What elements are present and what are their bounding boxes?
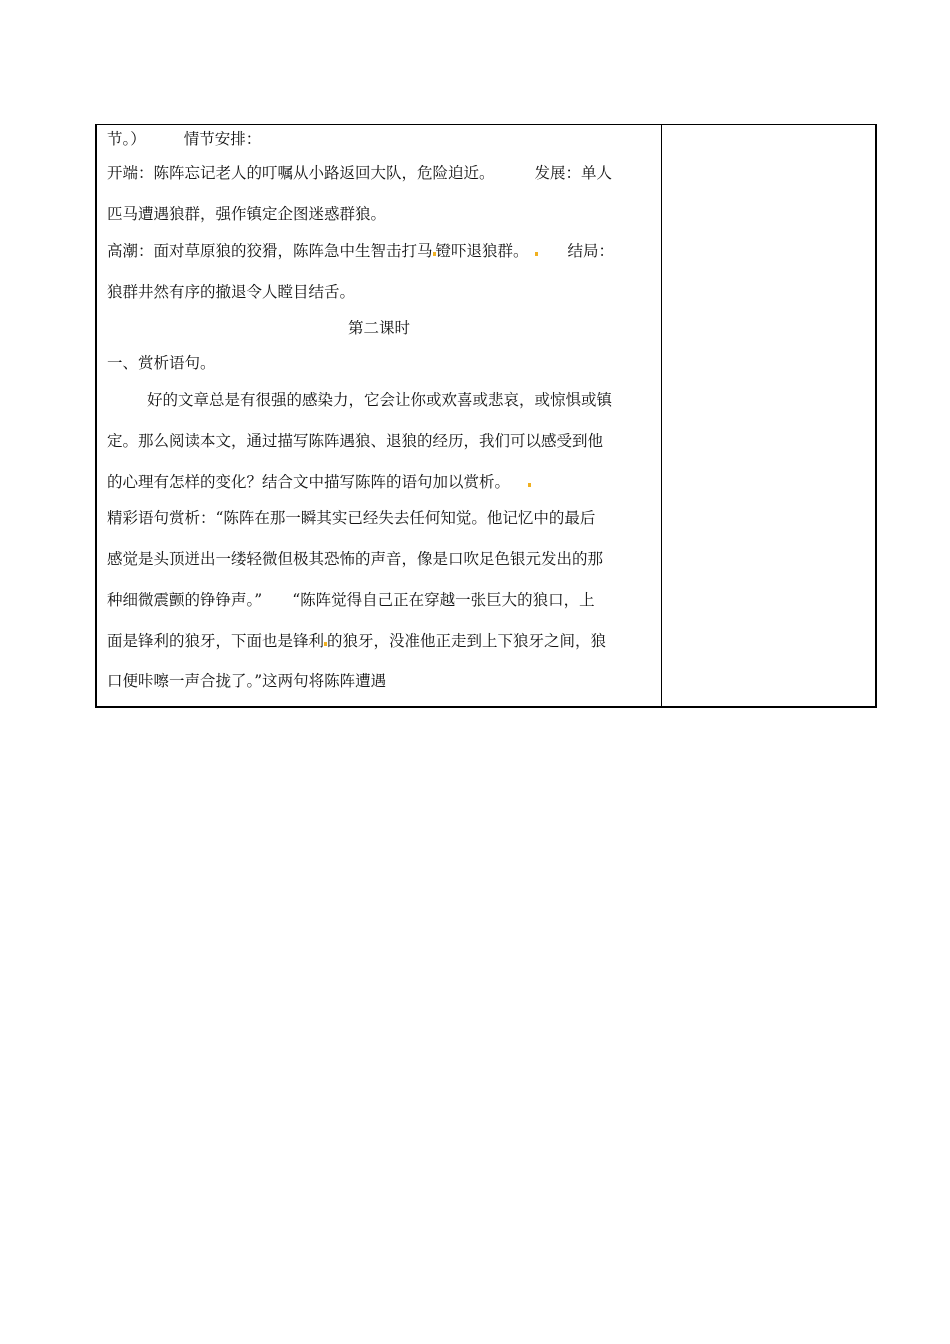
quote-text: 口便咔嚓一声合拢了。”这两句将陈阵遭遇 bbox=[107, 672, 387, 690]
paragraph-text: 的心理有怎样的变化？结合文中描写陈阵的语句加以赏析。 bbox=[107, 473, 511, 491]
quote-text: 种细微震颤的铮铮声。” bbox=[107, 591, 263, 609]
lesson-table bbox=[95, 124, 877, 708]
quote-line-5 bbox=[107, 671, 386, 691]
quote-text: 感觉是头顶迸出一缕轻微但极其恐怖的声音，像是口吹足色银元发出的那 bbox=[107, 550, 604, 568]
plot-development-cont: 匹马遭遇狼群，强作镇定企图迷惑群狼。 bbox=[107, 205, 387, 223]
text-line-5 bbox=[107, 282, 355, 302]
paragraph-line-2 bbox=[107, 431, 603, 451]
text-line-2 bbox=[107, 163, 612, 183]
content-cell bbox=[97, 125, 662, 706]
text-line-4 bbox=[107, 241, 614, 261]
plot-development: 发展：单人 bbox=[534, 164, 613, 182]
quote-line-4 bbox=[107, 631, 606, 651]
paragraph-line-1 bbox=[147, 390, 612, 410]
section-end: 节。） bbox=[107, 130, 146, 148]
plot-climax: 高潮：面对草原狼的狡猾，陈阵急中生智击打马 bbox=[107, 242, 433, 260]
quote-line-1 bbox=[107, 508, 595, 528]
quote-text: “陈阵觉得自己正在穿越一张巨大的狼口，上 bbox=[292, 591, 595, 609]
edit-mark bbox=[535, 252, 538, 256]
quote-line-3 bbox=[107, 590, 595, 610]
lesson-title bbox=[97, 318, 661, 338]
text-line-1 bbox=[107, 129, 261, 149]
plot-opening: 开端：陈阵忘记老人的叮嘱从小路返回大队，危险迫近。 bbox=[107, 164, 495, 182]
quote-text: 精彩语句赏析：“陈阵在那一瞬其实已经失去任何知觉。他记忆中的最后 bbox=[107, 509, 596, 527]
plot-climax-cont: 镫吓退狼群。 bbox=[435, 242, 529, 260]
plot-ending: 结局： bbox=[567, 242, 615, 260]
quote-line-2 bbox=[107, 549, 603, 569]
notes-cell bbox=[662, 125, 875, 706]
paragraph-text: 定。那么阅读本文，通过描写陈阵遇狼、退狼的经历，我们可以感受到他 bbox=[107, 432, 604, 450]
section-heading-text: 一、赏析语句。 bbox=[107, 354, 216, 372]
plot-ending-cont: 狼群井然有序的撤退令人瞠目结舌。 bbox=[107, 283, 356, 301]
quote-text: 的狼牙，没准他正走到上下狼牙之间，狼 bbox=[327, 632, 607, 650]
plot-heading: 情节安排： bbox=[183, 130, 262, 148]
paragraph-text: 好的文章总是有很强的感染力，它会让你或欢喜或悲哀，或惊惧或镇 bbox=[147, 391, 613, 409]
paragraph-line-3 bbox=[107, 472, 531, 492]
edit-mark bbox=[528, 483, 531, 487]
quote-text: 面是锋利的狼牙，下面也是锋利 bbox=[107, 632, 325, 650]
lesson-title-text: 第二课时 bbox=[347, 319, 410, 337]
section-heading bbox=[107, 353, 216, 373]
text-line-3 bbox=[107, 204, 386, 224]
